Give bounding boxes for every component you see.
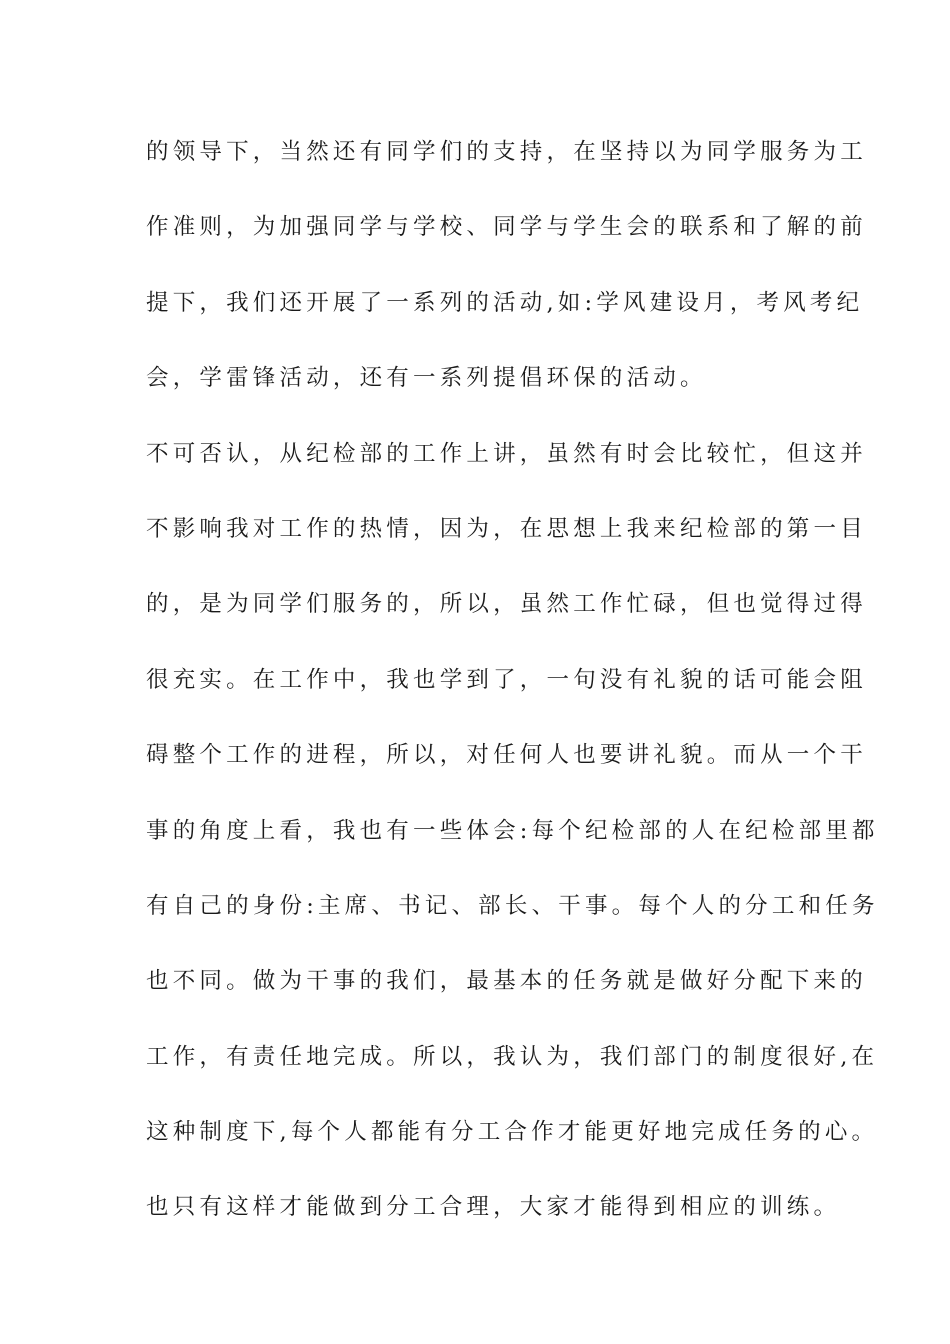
text-line: 碍整个工作的进程，所以，对任何人也要讲礼貌。而从一个干 bbox=[146, 742, 867, 769]
text-line: 有自己的身份:主席、书记、部长、干事。每个人的分工和任务 bbox=[146, 892, 879, 919]
text-line: 很充实。在工作中，我也学到了，一句没有礼貌的话可能会阻 bbox=[146, 666, 867, 693]
text-line: 这种制度下,每个人都能有分工合作才能更好地完成任务的心。 bbox=[146, 1119, 879, 1146]
text-line: 作准则，为加强同学与学校、同学与学生会的联系和了解的前 bbox=[146, 214, 867, 241]
text-line: 也只有这样才能做到分工合理，大家才能得到相应的训练。 bbox=[146, 1194, 841, 1221]
text-line: 的，是为同学们服务的，所以，虽然工作忙碌，但也觉得过得 bbox=[146, 591, 867, 618]
text-line: 不影响我对工作的热情，因为，在思想上我来纪检部的第一目 bbox=[146, 515, 867, 542]
text-line: 会，学雷锋活动，还有一系列提倡环保的活动。 bbox=[146, 365, 707, 392]
text-line: 工作，有责任地完成。所以，我认为，我们部门的制度很好,在 bbox=[146, 1043, 879, 1070]
text-line: 也不同。做为干事的我们，最基本的任务就是做好分配下来的 bbox=[146, 968, 867, 995]
text-line: 的领导下，当然还有同学们的支持，在坚持以为同学服务为工 bbox=[146, 139, 867, 165]
text-line: 提下，我们还开展了一系列的活动,如:学风建设月，考风考纪 bbox=[146, 289, 864, 316]
text-line: 不可否认，从纪检部的工作上讲，虽然有时会比较忙，但这并 bbox=[146, 440, 867, 467]
text-line: 事的角度上看，我也有一些体会:每个纪检部的人在纪检部里都 bbox=[146, 817, 879, 844]
document-body bbox=[146, 128, 879, 1259]
